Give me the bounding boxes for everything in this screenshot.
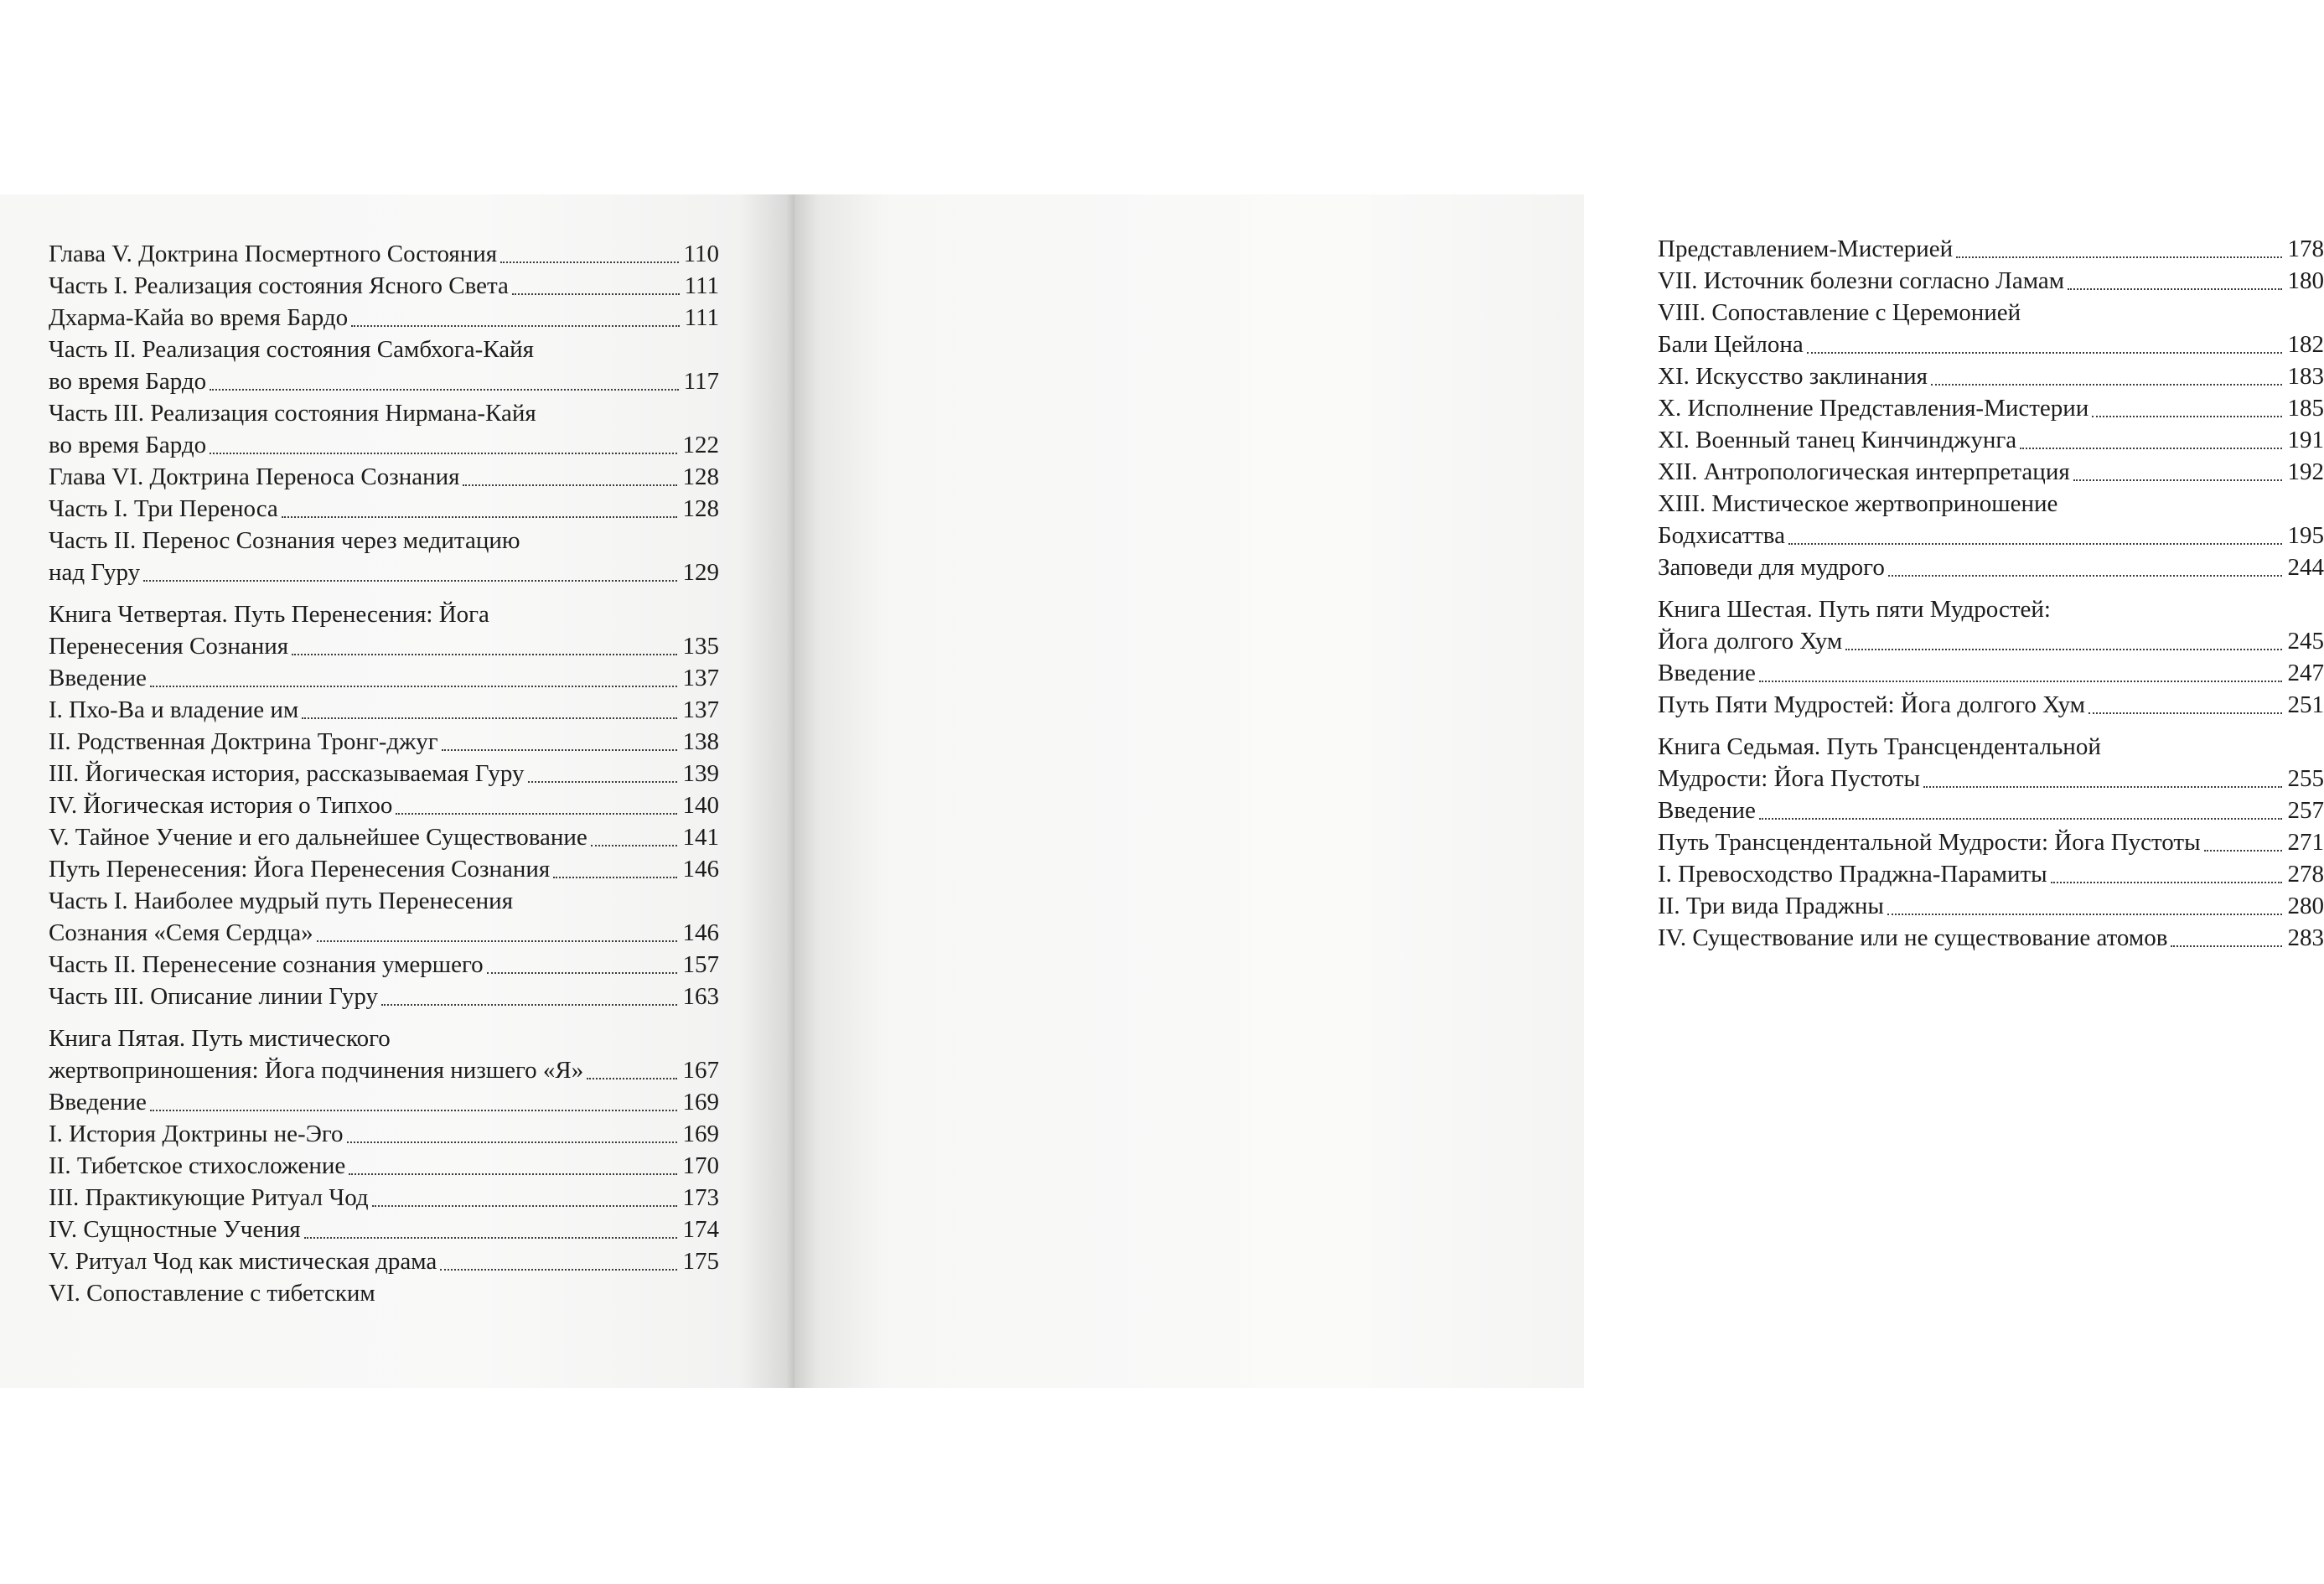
toc-entry (49, 302, 719, 334)
toc-entry (49, 1086, 719, 1118)
toc-entry-page-number: 135 (682, 633, 719, 660)
left-page (0, 194, 795, 1388)
book-spread (0, 194, 2324, 1388)
toc-entry-title: Введение (49, 1089, 147, 1116)
toc-entry-title: IV. Существование или не существование атомов (1658, 924, 2168, 951)
toc-entry-page-number: 283 (2287, 924, 2324, 951)
toc-entry (1658, 456, 2324, 488)
toc-entry-page-number: 173 (682, 1184, 719, 1211)
toc-entry-title: Йога долгого Хум (1658, 628, 1843, 655)
toc-entry (49, 397, 719, 429)
toc-entry (49, 630, 719, 662)
toc-entry-title: X. Исполнение Представления-Мистерии (1658, 395, 2089, 422)
toc-entry-title: Бали Цейлона (1658, 331, 1804, 358)
toc-entry (1658, 657, 2324, 689)
toc-entry (49, 493, 719, 525)
dot-leader (487, 972, 677, 974)
toc-entry (1658, 297, 2324, 329)
toc-entry-page-number: 167 (682, 1057, 719, 1084)
toc-entry-page-number: 169 (682, 1121, 719, 1147)
toc-entry (1658, 731, 2324, 763)
dot-leader (2171, 945, 2282, 947)
toc-entry-title: VIII. Сопоставление с Церемонией (1658, 299, 2021, 326)
toc-entry (49, 1182, 719, 1214)
toc-entry (49, 429, 719, 461)
toc-entry (1658, 520, 2324, 551)
toc-entry (49, 758, 719, 789)
dot-leader (2204, 850, 2282, 852)
toc-entry-page-number: 169 (682, 1089, 719, 1116)
dot-leader (2092, 416, 2282, 417)
toc-entry (49, 917, 719, 949)
toc-entry-title: над Гуру (49, 559, 141, 586)
toc-entry-title: V. Тайное Учение и его дальнейшее Существование (49, 824, 587, 851)
toc-entry (49, 821, 719, 853)
toc-entry-title: Часть III. Описание линии Гуру (49, 983, 379, 1010)
dot-leader (440, 1269, 677, 1271)
toc-entry-title: Глава V. Доктрина Посмертного Состояния (49, 241, 498, 267)
toc-entry-title: I. Превосходство Праджна-Парамиты (1658, 861, 2047, 888)
toc-entry-title: Представлением-Мистерией (1658, 236, 1954, 262)
toc-entry-title: Часть III. Реализация состояния Нирмана-Кайя (49, 400, 536, 427)
toc-entry (49, 853, 719, 885)
toc-entry-title: Книга Седьмая. Путь Трансцендентальной (1658, 733, 2101, 760)
dot-leader (1788, 543, 2282, 545)
toc-entry-page-number: 185 (2287, 395, 2324, 422)
toc-entry-title: Введение (49, 665, 147, 691)
toc-entry-title: IV. Йогическая история о Типхоо (49, 792, 393, 819)
dot-leader (2073, 479, 2282, 481)
toc-entry-page-number: 137 (682, 696, 719, 723)
toc-entry-title: XI. Искусство заклинания (1658, 363, 1928, 390)
toc-entry (49, 1022, 719, 1054)
toc-entry-title: Часть I. Реализация состояния Ясного Света (49, 272, 509, 299)
dot-leader (347, 1141, 677, 1143)
toc-entry (1658, 488, 2324, 520)
dot-leader (1931, 384, 2282, 386)
dot-leader (150, 1110, 677, 1111)
toc-entry-title: жертвоприношения: Йога подчинения низшего «Я» (49, 1057, 584, 1084)
toc-entry (49, 1150, 719, 1182)
toc-entry-page-number: 138 (682, 728, 719, 755)
toc-entry-page-number: 182 (2287, 331, 2324, 358)
toc-entry-page-number: 128 (682, 463, 719, 490)
toc-entry-title: II. Три вида Праджны (1658, 893, 1884, 919)
toc-entry (49, 334, 719, 365)
toc-entry-title: Глава VI. Доктрина Переноса Сознания (49, 463, 460, 490)
dot-leader (553, 877, 677, 878)
dot-leader (512, 293, 680, 295)
toc-entry-title: XII. Антропологическая интерпретация (1658, 458, 2070, 485)
toc-entry-title: во время Бардо (49, 432, 207, 458)
toc-entry-title: II. Родственная Доктрина Тронг-джуг (49, 728, 438, 755)
toc-entry-title: во время Бардо (49, 368, 207, 395)
toc-entry (1658, 922, 2324, 954)
toc-entry-page-number: 178 (2287, 236, 2324, 262)
toc-entry (1658, 826, 2324, 858)
toc-entry (49, 949, 719, 981)
toc-entry (49, 1245, 719, 1277)
dot-leader (2051, 882, 2282, 883)
toc-entry-title: Часть I. Наиболее мудрый путь Перенесения (49, 888, 514, 914)
toc-entry (49, 1214, 719, 1245)
toc-entry (49, 461, 719, 493)
toc-entry-page-number: 280 (2287, 893, 2324, 919)
toc-entry (49, 238, 719, 270)
toc-entry-title: V. Ритуал Чод как мистическая драма (49, 1248, 437, 1275)
toc-entry-page-number: 251 (2287, 691, 2324, 718)
dot-leader (1759, 818, 2282, 820)
dot-leader (2088, 712, 2282, 714)
dot-leader (349, 1173, 677, 1175)
toc-entry (49, 270, 719, 302)
toc-entry (49, 885, 719, 917)
dot-leader (150, 686, 677, 687)
toc-entry (1658, 890, 2324, 922)
toc-entry-page-number: 191 (2287, 427, 2324, 453)
toc-entry (49, 789, 719, 821)
toc-entry-title: Книга Шестая. Путь пяти Мудростей: (1658, 596, 2051, 623)
toc-entry (1658, 551, 2324, 583)
toc-entry (1658, 424, 2324, 456)
toc-entry-title: Сознания «Семя Сердца» (49, 919, 313, 946)
dot-leader (302, 717, 677, 719)
dot-leader (317, 940, 677, 942)
toc-entry-page-number: 128 (682, 495, 719, 522)
toc-entry (1658, 265, 2324, 297)
toc-entry-page-number: 141 (682, 824, 719, 851)
toc-entry (1658, 625, 2324, 657)
dot-leader (396, 813, 677, 815)
toc-entry (1658, 233, 2324, 265)
dot-leader (292, 654, 677, 655)
toc-entry-page-number: 122 (682, 432, 719, 458)
dot-leader (351, 325, 680, 327)
right-toc-list (1658, 233, 2324, 954)
dot-leader (1845, 649, 2282, 650)
left-toc-list (49, 238, 719, 1309)
toc-entry-page-number: 139 (682, 760, 719, 787)
right-page (795, 194, 2324, 1388)
toc-entry (49, 981, 719, 1012)
toc-entry (49, 525, 719, 556)
toc-entry-page-number: 146 (682, 856, 719, 883)
toc-entry (1658, 392, 2324, 424)
dot-leader (463, 484, 677, 486)
toc-entry (49, 662, 719, 694)
dot-leader (1759, 681, 2282, 682)
dot-leader (210, 453, 677, 454)
toc-entry-title: Путь Пяти Мудростей: Йога долгого Хум (1658, 691, 2086, 718)
toc-entry-title: Дхарма-Кайа во время Бардо (49, 304, 349, 331)
toc-entry-page-number: 140 (682, 792, 719, 819)
toc-entry (49, 1118, 719, 1150)
toc-entry-title: Книга Пятая. Путь мистического (49, 1025, 391, 1052)
toc-entry-page-number: 180 (2287, 267, 2324, 294)
toc-entry-page-number: 245 (2287, 628, 2324, 655)
toc-entry (1658, 795, 2324, 826)
toc-entry-page-number: 137 (682, 665, 719, 691)
toc-entry-page-number: 257 (2287, 797, 2324, 824)
toc-entry-page-number: 163 (682, 983, 719, 1010)
toc-entry-title: Часть I. Три Переноса (49, 495, 278, 522)
dot-leader (2068, 288, 2282, 290)
dot-leader (282, 516, 677, 518)
toc-entry-page-number: 247 (2287, 660, 2324, 686)
toc-entry-page-number: 174 (682, 1216, 719, 1243)
toc-entry-page-number: 244 (2287, 554, 2324, 581)
toc-entry-page-number: 157 (682, 951, 719, 978)
toc-entry-title: VI. Сопоставление с тибетским (49, 1280, 375, 1307)
toc-entry-title: Перенесения Сознания (49, 633, 289, 660)
toc-entry-title: II. Тибетское стихосложение (49, 1152, 346, 1179)
toc-entry-page-number: 111 (684, 272, 719, 299)
toc-entry-title: Книга Четвертая. Путь Перенесения: Йога (49, 601, 489, 628)
toc-entry-title: VII. Источник болезни согласно Ламам (1658, 267, 2065, 294)
toc-entry-title: Часть II. Реализация состояния Самбхога-Кайя (49, 336, 534, 363)
toc-entry (1658, 689, 2324, 721)
toc-entry (49, 598, 719, 630)
toc-entry-title: I. История Доктрины не-Эго (49, 1121, 344, 1147)
dot-leader (1956, 256, 2282, 258)
toc-entry-page-number: 278 (2287, 861, 2324, 888)
toc-entry-page-number: 271 (2287, 829, 2324, 856)
toc-entry (1658, 763, 2324, 795)
dot-leader (587, 1078, 677, 1079)
toc-entry-title: Мудрости: Йога Пустоты (1658, 765, 1920, 792)
dot-leader (528, 781, 677, 783)
toc-entry (49, 1277, 719, 1309)
dot-leader (372, 1205, 677, 1207)
toc-entry-page-number: 255 (2287, 765, 2324, 792)
toc-entry-title: I. Пхо-Ва и владение им (49, 696, 299, 723)
toc-entry-page-number: 146 (682, 919, 719, 946)
dot-leader (2020, 448, 2282, 449)
toc-entry-title: Часть II. Перенесение сознания умершего (49, 951, 484, 978)
dot-leader (1887, 914, 2282, 915)
toc-entry (1658, 329, 2324, 360)
toc-entry-page-number: 117 (683, 368, 719, 395)
toc-entry (49, 694, 719, 726)
toc-entry-title: Введение (1658, 660, 1756, 686)
dot-leader (1807, 352, 2282, 354)
toc-entry-title: Часть II. Перенос Сознания через медитацию (49, 527, 520, 554)
dot-leader (442, 749, 677, 751)
dot-leader (210, 389, 679, 391)
toc-entry-title: Введение (1658, 797, 1756, 824)
toc-entry-page-number: 175 (682, 1248, 719, 1275)
toc-entry-page-number: 110 (683, 241, 719, 267)
dot-leader (591, 845, 677, 846)
dot-leader (143, 580, 677, 582)
toc-entry-page-number: 183 (2287, 363, 2324, 390)
toc-entry-page-number: 111 (684, 304, 719, 331)
toc-entry-title: XI. Военный танец Кинчинджунга (1658, 427, 2017, 453)
toc-entry (49, 556, 719, 588)
toc-entry-title: Бодхисаттва (1658, 522, 1785, 549)
toc-entry (1658, 858, 2324, 890)
toc-entry (1658, 360, 2324, 392)
toc-entry-page-number: 192 (2287, 458, 2324, 485)
toc-entry-title: Путь Трансцендентальной Мудрости: Йога Пустоты (1658, 829, 2201, 856)
dot-leader (304, 1237, 677, 1239)
toc-entry-title: III. Йогическая история, рассказываемая Гуру (49, 760, 525, 787)
toc-entry-title: XIII. Мистическое жертвоприношение (1658, 490, 2058, 517)
toc-entry-title: Заповеди для мудрого (1658, 554, 1885, 581)
toc-entry-title: IV. Сущностные Учения (49, 1216, 301, 1243)
dot-leader (1888, 575, 2282, 577)
dot-leader (381, 1004, 677, 1006)
toc-entry-title: Путь Перенесения: Йога Перенесения Сознания (49, 856, 551, 883)
toc-entry (49, 365, 719, 397)
toc-entry (49, 1054, 719, 1086)
toc-entry (49, 726, 719, 758)
toc-entry-title: III. Практикующие Ритуал Чод (49, 1184, 369, 1211)
toc-entry-page-number: 129 (682, 559, 719, 586)
toc-entry-page-number: 195 (2287, 522, 2324, 549)
toc-entry-page-number: 170 (682, 1152, 719, 1179)
toc-entry (1658, 593, 2324, 625)
dot-leader (500, 261, 679, 263)
dot-leader (1923, 786, 2282, 788)
